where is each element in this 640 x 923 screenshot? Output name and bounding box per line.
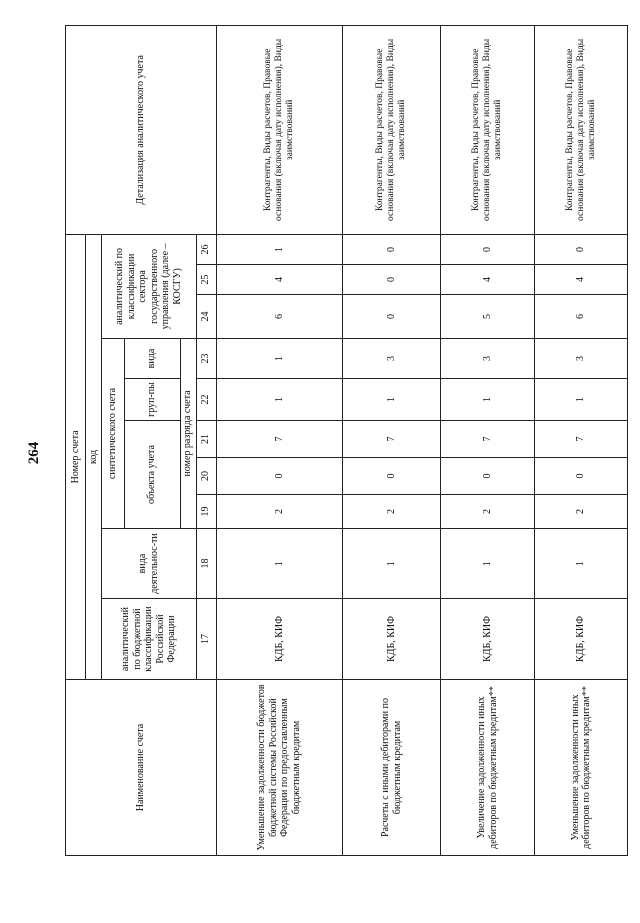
col-number: 19	[196, 495, 216, 529]
cell-activity-type: 1	[216, 529, 342, 599]
page-number: 264	[26, 441, 42, 465]
cell-activity-type: 1	[535, 529, 628, 599]
header-analytic-bk: аналитический по бюджетной классификации Российской Федерации	[102, 599, 196, 680]
cell-digit-23: 3	[535, 339, 628, 379]
cell-digit-21: 7	[343, 421, 441, 458]
cell-digit-23: 3	[343, 339, 441, 379]
col-number: 23	[196, 339, 216, 379]
cell-activity-type: 1	[343, 529, 441, 599]
header-kosgu: аналитический по классификации сектора государственного управления (далее – КОСГУ)	[102, 234, 196, 338]
table-row	[343, 25, 441, 855]
cell-digit-26: 1	[216, 234, 342, 264]
cell-digit-25: 0	[343, 265, 441, 295]
header-object: объекта учета	[124, 421, 180, 529]
cell-digit-22: 1	[343, 379, 441, 421]
cell-digit-21: 7	[535, 421, 628, 458]
cell-digit-21: 7	[441, 421, 535, 458]
rotated-table-wrapper	[65, 26, 628, 856]
col-number: 21	[196, 421, 216, 458]
account-name: Уменьшение задолженности бюджетов бюджетной системы Российской Федерации по предоставленным бюджетным кредитам	[216, 680, 342, 856]
cell-digit-25: 4	[535, 265, 628, 295]
header-code: код	[86, 234, 102, 679]
col-number: 17	[196, 599, 216, 680]
table-row	[535, 25, 628, 855]
cell-digit-22: 1	[441, 379, 535, 421]
cell-digit-24: 6	[216, 295, 342, 339]
cell-digit-25: 4	[216, 265, 342, 295]
cell-digit-20: 0	[441, 458, 535, 495]
cell-digit-24: 6	[535, 295, 628, 339]
col-number: 25	[196, 265, 216, 295]
cell-digit-23: 1	[216, 339, 342, 379]
cell-digit-22: 1	[535, 379, 628, 421]
account-name: Расчеты с иными дебиторами по бюджетным кредитам	[343, 680, 441, 856]
account-name: Уменьшение задолженности иных дебиторов по бюджетным кредитам**	[535, 680, 628, 856]
cell-digit-20: 0	[343, 458, 441, 495]
col-number: 18	[196, 529, 216, 599]
col-number: 24	[196, 295, 216, 339]
cell-digit-25: 4	[441, 265, 535, 295]
cell-digit-26: 0	[343, 234, 441, 264]
cell-digit-19: 2	[441, 495, 535, 529]
cell-digit-19: 2	[343, 495, 441, 529]
table-row	[441, 25, 535, 855]
header-name: Наименование счета	[66, 680, 217, 856]
cell-digit-22: 1	[216, 379, 342, 421]
cell-analytic-bk: КДБ, КИФ	[441, 599, 535, 680]
cell-digit-20: 0	[535, 458, 628, 495]
account-name: Увеличение задолженности иных дебиторов по бюджетным кредитам**	[441, 680, 535, 856]
accounts-table	[65, 25, 628, 856]
table-row	[216, 25, 342, 855]
cell-digit-19: 2	[535, 495, 628, 529]
col-number: 22	[196, 379, 216, 421]
header-synthetic: синтетического счета	[102, 339, 124, 529]
header-activity-type: вида деятельнос-ти	[102, 529, 196, 599]
detail-cell: Контрагенты, Виды расчетов, Правовые основания (включая дату исполнения), Виды заимствований	[343, 25, 441, 234]
cell-digit-24: 0	[343, 295, 441, 339]
detail-cell: Контрагенты, Виды расчетов, Правовые основания (включая дату исполнения), Виды заимствований	[216, 25, 342, 234]
cell-digit-26: 0	[535, 234, 628, 264]
header-account-number: Номер счета	[66, 234, 86, 679]
cell-digit-20: 0	[216, 458, 342, 495]
detail-cell: Контрагенты, Виды расчетов, Правовые основания (включая дату исполнения), Виды заимствований	[535, 25, 628, 234]
header-group: груп-пы	[124, 379, 180, 421]
header-digit-number: номер разряда счета	[180, 339, 196, 529]
cell-analytic-bk: КДБ, КИФ	[535, 599, 628, 680]
cell-activity-type: 1	[441, 529, 535, 599]
cell-digit-19: 2	[216, 495, 342, 529]
col-number: 20	[196, 458, 216, 495]
cell-analytic-bk: КДБ, КИФ	[343, 599, 441, 680]
cell-digit-23: 3	[441, 339, 535, 379]
header-detail: Детализация аналитического учета	[66, 25, 217, 234]
detail-cell: Контрагенты, Виды расчетов, Правовые основания (включая дату исполнения), Виды заимствований	[441, 25, 535, 234]
cell-digit-24: 5	[441, 295, 535, 339]
cell-analytic-bk: КДБ, КИФ	[216, 599, 342, 680]
cell-digit-26: 0	[441, 234, 535, 264]
header-kind: вида	[124, 339, 180, 379]
cell-digit-21: 7	[216, 421, 342, 458]
col-number: 26	[196, 234, 216, 264]
